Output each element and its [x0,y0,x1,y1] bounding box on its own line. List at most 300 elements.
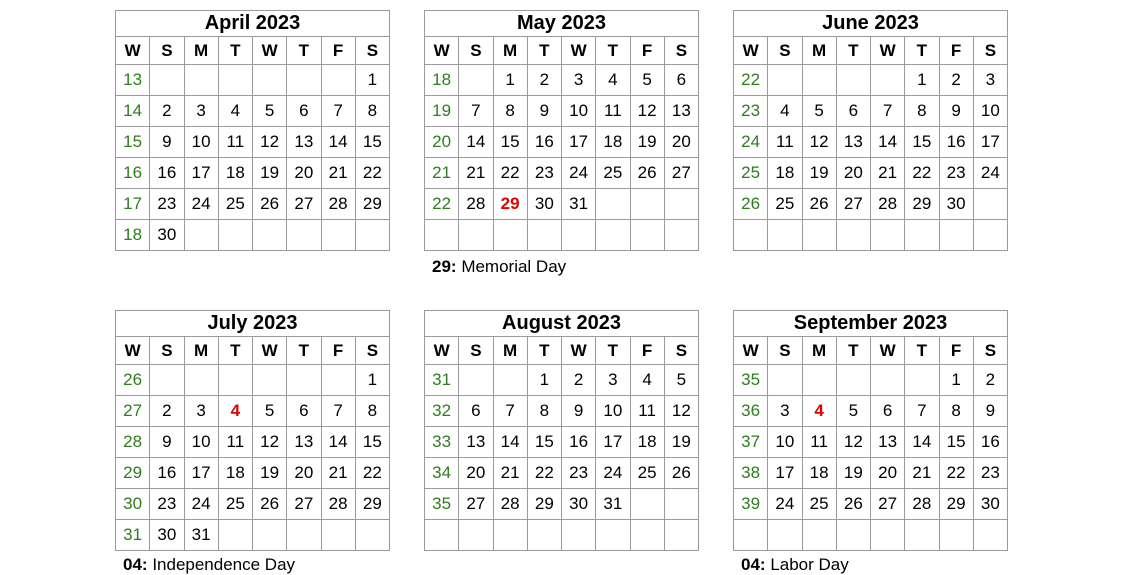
day-cell: 2 [527,65,561,96]
day-cell: 30 [527,189,561,220]
day-cell: 1 [527,365,561,396]
weekday-header: F [321,37,355,65]
month-title: June 2023 [734,11,1008,37]
day-cell: 3 [973,65,1007,96]
day-cell: 29 [939,489,973,520]
weekday-header: S [355,37,389,65]
day-cell [630,189,664,220]
day-cell: 13 [287,127,321,158]
day-cell: 1 [493,65,527,96]
week-row [734,365,1008,396]
day-cell: 12 [836,427,870,458]
weekday-header: M [493,37,527,65]
day-cell: 30 [562,489,596,520]
day-cell: 2 [150,96,184,127]
day-cell: 11 [802,427,836,458]
day-cell: 8 [493,96,527,127]
day-cell: 25 [630,458,664,489]
weekday-header: S [150,337,184,365]
day-cell: 10 [184,127,218,158]
day-cell: 15 [493,127,527,158]
weekday-header: S [768,337,802,365]
day-cell [218,365,252,396]
week-number: 31 [425,365,459,396]
week-number: 34 [425,458,459,489]
week-number [425,220,459,251]
holiday-note-independence [123,555,295,575]
day-cell: 12 [630,96,664,127]
week-row [425,396,699,427]
week-row [116,396,390,427]
day-cell: 23 [973,458,1007,489]
day-cell: 17 [596,427,630,458]
day-cell: 17 [562,127,596,158]
holiday-note-labor [741,555,849,575]
day-cell: 7 [493,396,527,427]
month-calendar [115,310,390,551]
day-cell [562,520,596,551]
week-row [425,220,699,251]
week-row [425,427,699,458]
day-cell: 7 [321,96,355,127]
day-cell [562,220,596,251]
day-cell [630,220,664,251]
day-cell: 30 [150,520,184,551]
day-cell: 7 [905,396,939,427]
day-cell: 2 [939,65,973,96]
day-cell: 6 [287,396,321,427]
day-cell: 28 [459,189,493,220]
day-cell [973,220,1007,251]
week-number: 14 [116,96,150,127]
day-cell: 9 [973,396,1007,427]
month-calendar [424,310,699,551]
day-cell: 25 [596,158,630,189]
week-number: 32 [425,396,459,427]
day-cell: 4 [802,396,836,427]
day-cell: 25 [802,489,836,520]
weekday-header: W [116,337,150,365]
week-number: 19 [425,96,459,127]
weekday-header: W [562,37,596,65]
day-cell: 27 [459,489,493,520]
week-row [116,365,390,396]
weekday-header: S [973,337,1007,365]
weekday-header: T [596,37,630,65]
week-row [116,489,390,520]
day-cell: 15 [355,127,389,158]
day-cell: 18 [768,158,802,189]
week-row [116,65,390,96]
day-cell: 20 [459,458,493,489]
weekday-header: W [425,337,459,365]
day-cell [630,520,664,551]
day-cell: 29 [527,489,561,520]
week-number: 33 [425,427,459,458]
week-row [734,489,1008,520]
day-cell [355,220,389,251]
day-cell: 29 [493,189,527,220]
day-cell: 17 [768,458,802,489]
day-cell: 14 [871,127,905,158]
day-cell: 22 [355,458,389,489]
weekday-header: W [116,37,150,65]
weekday-header: W [734,337,768,365]
day-cell: 22 [527,458,561,489]
day-cell [150,365,184,396]
week-number: 35 [734,365,768,396]
day-cell [905,520,939,551]
day-cell: 21 [321,158,355,189]
week-number: 39 [734,489,768,520]
holiday-note-name: Memorial Day [461,257,567,276]
day-cell [493,220,527,251]
day-cell: 12 [253,127,287,158]
week-row [425,65,699,96]
day-cell [253,65,287,96]
week-number: 20 [425,127,459,158]
day-cell [287,520,321,551]
day-cell: 31 [184,520,218,551]
day-cell: 6 [287,96,321,127]
day-cell: 21 [459,158,493,189]
day-cell: 6 [836,96,870,127]
day-cell: 2 [150,396,184,427]
week-row [425,158,699,189]
day-cell: 6 [871,396,905,427]
weekday-header: S [459,37,493,65]
day-cell: 8 [355,96,389,127]
day-cell [596,520,630,551]
day-cell: 26 [664,458,698,489]
day-cell [459,65,493,96]
day-cell: 25 [218,489,252,520]
day-cell [664,489,698,520]
day-cell: 28 [871,189,905,220]
month-title: July 2023 [116,311,390,337]
holiday-note-memorial [432,257,566,277]
day-cell: 4 [596,65,630,96]
day-cell: 16 [527,127,561,158]
holiday-note-day: 29: [432,257,457,276]
day-cell: 29 [355,189,389,220]
day-cell [871,220,905,251]
week-row [734,189,1008,220]
day-cell [493,365,527,396]
week-number: 27 [116,396,150,427]
day-cell: 5 [630,65,664,96]
day-cell [768,365,802,396]
week-number: 22 [734,65,768,96]
weekday-header: T [527,337,561,365]
day-cell: 30 [939,189,973,220]
day-cell: 10 [768,427,802,458]
weekday-header: F [321,337,355,365]
day-cell: 27 [664,158,698,189]
week-number [734,520,768,551]
day-cell: 21 [871,158,905,189]
weekday-header: S [768,37,802,65]
day-cell [836,365,870,396]
week-number: 24 [734,127,768,158]
day-cell: 18 [218,158,252,189]
week-row [116,158,390,189]
weekday-header: W [562,337,596,365]
week-number: 21 [425,158,459,189]
day-cell: 14 [905,427,939,458]
day-cell: 9 [150,127,184,158]
day-cell: 26 [802,189,836,220]
month-title: April 2023 [116,11,390,37]
day-cell: 15 [355,427,389,458]
day-cell: 19 [836,458,870,489]
day-cell [836,220,870,251]
day-cell [184,220,218,251]
day-cell: 28 [321,189,355,220]
day-cell: 28 [493,489,527,520]
day-cell: 8 [939,396,973,427]
week-number [734,220,768,251]
day-cell: 19 [630,127,664,158]
day-cell: 9 [562,396,596,427]
weekday-header: W [253,337,287,365]
day-cell: 31 [562,189,596,220]
day-cell: 18 [596,127,630,158]
day-cell: 19 [253,458,287,489]
weekday-header: F [939,37,973,65]
day-cell: 9 [939,96,973,127]
day-cell: 5 [253,396,287,427]
day-cell [768,520,802,551]
week-row [425,365,699,396]
day-cell: 13 [664,96,698,127]
week-number: 15 [116,127,150,158]
weekday-header: S [664,337,698,365]
day-cell: 14 [459,127,493,158]
holiday-note-name: Labor Day [770,555,849,574]
day-cell: 24 [596,458,630,489]
day-cell: 10 [184,427,218,458]
weekday-header: F [939,337,973,365]
month-calendar [424,10,699,251]
weekday-header: M [493,337,527,365]
day-cell: 9 [527,96,561,127]
day-cell: 24 [768,489,802,520]
day-cell [287,65,321,96]
day-cell: 5 [802,96,836,127]
week-number: 23 [734,96,768,127]
day-cell: 20 [287,458,321,489]
day-cell [802,520,836,551]
holiday-note-day: 04: [123,555,148,574]
day-cell: 5 [836,396,870,427]
day-cell: 13 [287,427,321,458]
week-number: 28 [116,427,150,458]
day-cell [871,65,905,96]
weekday-header: T [287,37,321,65]
day-cell [905,365,939,396]
weekday-header: T [527,37,561,65]
week-number: 16 [116,158,150,189]
weekday-header: M [184,37,218,65]
day-cell: 18 [802,458,836,489]
week-number: 37 [734,427,768,458]
day-cell: 3 [768,396,802,427]
day-cell [527,220,561,251]
day-cell: 3 [596,365,630,396]
week-number: 38 [734,458,768,489]
day-cell [836,520,870,551]
weekday-header: W [871,37,905,65]
day-cell: 19 [802,158,836,189]
day-cell: 10 [596,396,630,427]
month-calendar [115,10,390,251]
day-cell: 27 [836,189,870,220]
day-cell [836,65,870,96]
day-cell: 11 [218,127,252,158]
weekday-header: T [836,337,870,365]
day-cell: 10 [973,96,1007,127]
day-cell: 22 [355,158,389,189]
day-cell [905,220,939,251]
day-cell [321,365,355,396]
week-row [734,458,1008,489]
day-cell: 21 [905,458,939,489]
weekday-header: M [802,37,836,65]
day-cell: 7 [321,396,355,427]
day-cell: 1 [905,65,939,96]
day-cell [630,489,664,520]
week-number: 25 [734,158,768,189]
day-cell [664,520,698,551]
day-cell: 7 [459,96,493,127]
day-cell [768,65,802,96]
day-cell: 5 [253,96,287,127]
day-cell: 20 [664,127,698,158]
day-cell: 25 [768,189,802,220]
day-cell: 12 [253,427,287,458]
day-cell [596,189,630,220]
day-cell: 12 [664,396,698,427]
day-cell: 23 [527,158,561,189]
day-cell [355,520,389,551]
day-cell: 21 [321,458,355,489]
week-number: 26 [734,189,768,220]
weekday-header: M [184,337,218,365]
day-cell [664,189,698,220]
month-title: May 2023 [425,11,699,37]
day-cell: 4 [630,365,664,396]
day-cell: 10 [562,96,596,127]
day-cell [287,365,321,396]
day-cell [459,365,493,396]
day-cell: 19 [664,427,698,458]
day-cell: 11 [630,396,664,427]
week-row [116,427,390,458]
weekday-header: T [218,337,252,365]
day-cell: 6 [664,65,698,96]
day-cell [493,520,527,551]
weekday-header: T [905,37,939,65]
day-cell: 30 [150,220,184,251]
weekday-header: S [150,37,184,65]
week-number: 22 [425,189,459,220]
day-cell: 26 [836,489,870,520]
day-cell: 16 [973,427,1007,458]
week-row [425,458,699,489]
day-cell [184,65,218,96]
day-cell [218,65,252,96]
month-calendar [733,310,1008,551]
day-cell: 16 [150,458,184,489]
day-cell [150,65,184,96]
day-cell: 22 [905,158,939,189]
day-cell: 15 [905,127,939,158]
weekday-header: W [425,37,459,65]
day-cell [939,520,973,551]
week-number: 26 [116,365,150,396]
day-cell: 25 [218,189,252,220]
day-cell: 4 [768,96,802,127]
week-row [116,127,390,158]
day-cell: 20 [871,458,905,489]
week-number [425,520,459,551]
day-cell: 2 [973,365,1007,396]
week-row [425,127,699,158]
day-cell: 16 [939,127,973,158]
day-cell [664,220,698,251]
day-cell [218,220,252,251]
day-cell: 23 [939,158,973,189]
weekday-header: T [218,37,252,65]
day-cell: 4 [218,396,252,427]
month-title: September 2023 [734,311,1008,337]
day-cell: 24 [184,489,218,520]
week-row [734,427,1008,458]
day-cell: 24 [184,189,218,220]
day-cell: 1 [355,65,389,96]
week-row [734,127,1008,158]
week-row [734,158,1008,189]
weekday-header: T [596,337,630,365]
day-cell [253,365,287,396]
day-cell: 26 [630,158,664,189]
day-cell: 8 [355,396,389,427]
week-row [116,220,390,251]
day-cell: 16 [150,158,184,189]
day-cell: 7 [871,96,905,127]
weekday-header: S [973,37,1007,65]
month-title: August 2023 [425,311,699,337]
day-cell [527,520,561,551]
week-number: 17 [116,189,150,220]
weekday-header: T [905,337,939,365]
week-row [734,96,1008,127]
day-cell: 11 [768,127,802,158]
day-cell: 24 [562,158,596,189]
day-cell: 21 [493,458,527,489]
day-cell: 29 [905,189,939,220]
day-cell: 14 [321,127,355,158]
week-number: 13 [116,65,150,96]
day-cell: 20 [836,158,870,189]
day-cell: 15 [527,427,561,458]
weekday-header: S [664,37,698,65]
week-number: 18 [425,65,459,96]
week-row [116,458,390,489]
day-cell [871,365,905,396]
weekday-header: W [253,37,287,65]
